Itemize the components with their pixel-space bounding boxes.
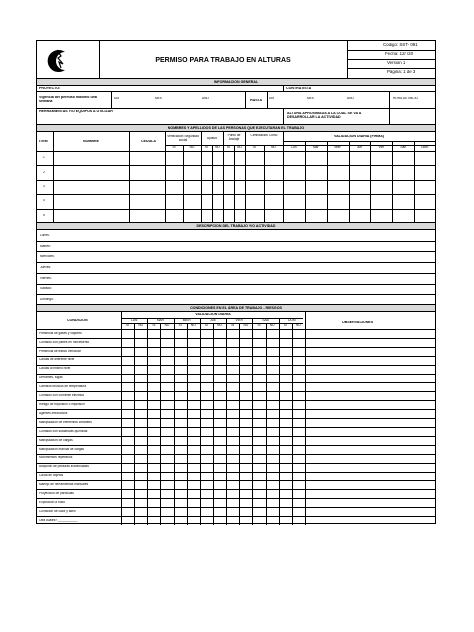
person-row — [37, 209, 435, 223]
vigencia-row — [37, 92, 435, 109]
condicion-row — [37, 427, 435, 436]
condicion-row — [37, 400, 435, 409]
descripcion-day-label: Lunes: — [40, 233, 50, 237]
condicion-label: Manipulación de elementos cortantes — [39, 420, 92, 424]
si-header: SI — [172, 146, 176, 149]
condicion-row — [37, 356, 435, 365]
descripcion-day-label: Jueves: — [40, 265, 51, 269]
condicion-label: Caídas al mismo nivel — [39, 367, 71, 371]
vigencia-label: Vigencia del permiso máximo una semana — [39, 96, 97, 103]
general-title-text: INFORMACION GENERAL — [213, 79, 259, 84]
descripcion-section-title — [37, 223, 435, 230]
day-header: Mar — [313, 146, 319, 149]
condicion-label: Movimientos repetitivos — [39, 456, 73, 460]
si-header: SI — [204, 146, 208, 149]
day-header: Dom. — [421, 146, 429, 149]
general-section-title — [37, 79, 435, 86]
condicion-label: Derrames, fugas — [39, 376, 63, 380]
condicion-row — [37, 445, 435, 454]
condicion-row — [37, 374, 435, 383]
condicion-label: Riesgo de explosión o implosión — [39, 403, 85, 407]
personas-section-title — [37, 125, 435, 132]
ano-end-label: AÑO — [347, 97, 354, 100]
col-validacion: VALIDACION DIARIA (FIRMA) — [333, 135, 385, 138]
condicion-label: Manipulación manual de cargas — [39, 447, 85, 451]
descripcion-day-label: Miércoles: — [40, 255, 55, 259]
col-cedula: CEDULA — [141, 140, 156, 143]
version-label: Versión 1 — [387, 61, 406, 65]
col-punto: Punto de Anclaje — [227, 134, 241, 141]
condicion-label: Manejo de herramientas manuales — [39, 483, 89, 487]
cond-si-header: SI — [257, 324, 261, 327]
company-logo — [45, 46, 71, 74]
cond-si-header: SI — [126, 324, 130, 327]
condicion-row — [37, 382, 435, 391]
person-row — [37, 194, 435, 208]
condicion-row — [37, 436, 435, 445]
herramientas-row — [37, 109, 435, 125]
condicion-row — [37, 418, 435, 427]
condicion-label: Presencia de tráfico vehicular — [39, 349, 81, 353]
condicion-row — [37, 472, 435, 481]
cond-day-header: MAR — [156, 318, 164, 322]
condicion-row — [37, 391, 435, 400]
condicion-label: Adopción de posturas inadecuadas — [39, 465, 89, 469]
mes-end-label: MES — [307, 97, 314, 100]
condicion-label: Contacto con corriente eléctrica — [39, 394, 84, 398]
condiciones-table — [37, 312, 435, 525]
condicion-label: Otra cuáles? ___________ — [39, 518, 78, 522]
condicion-row — [37, 365, 435, 374]
condicion-row — [37, 507, 435, 516]
descripcion-day-label: Martes: — [40, 244, 51, 248]
descripcion-row — [37, 294, 435, 305]
mes-start-label: MES — [155, 97, 162, 100]
cond-day-header: DOM — [288, 318, 296, 322]
form-title: PERMISO PARA TRABAJO EN ALTURAS — [155, 57, 291, 64]
day-header: Lun — [291, 146, 297, 149]
no-header: NO — [189, 146, 195, 149]
condicion-row — [37, 516, 435, 525]
condicion-label: Cambios bruscos de temperatura — [39, 385, 87, 389]
condicion-label: Agentes infecciosos — [39, 411, 68, 415]
cond-validacion: VALIDACION DIARIA — [195, 313, 231, 316]
descripcion-row — [37, 262, 435, 273]
cond-no-header: NO — [217, 324, 222, 327]
descripcion-row — [37, 251, 435, 262]
condiciones-title-text: CONDICIONES EN EL ÁREA DE TRABAJO - RIESGOS — [190, 305, 282, 310]
dia-end-label: DIA — [269, 97, 275, 100]
descripcion-day-label: Sábado: — [40, 287, 52, 291]
day-header: Mier — [334, 146, 341, 149]
condicion-label: Contacto con sustancias químicas — [39, 429, 88, 433]
cond-day-header: MIER — [182, 318, 191, 322]
cond-day-header: LUN — [130, 318, 138, 322]
col-nombre: NOMBRE — [83, 140, 99, 143]
proyecto-label: PROYECTO: — [39, 87, 61, 90]
pagina-label: Página: 1 de 3 — [387, 70, 416, 74]
condicion-label: Proyección de partículas — [39, 492, 74, 496]
col-observaciones: OBSERVACIONES — [342, 321, 374, 324]
descripcion-row — [37, 230, 435, 241]
condicion-row — [37, 480, 435, 489]
person-item-number: 4 — [43, 199, 45, 203]
person-item-number: 5 — [43, 213, 45, 217]
contratista-label: CONTRATISTA — [286, 87, 312, 90]
condicion-row — [37, 409, 435, 418]
cond-no-header: NO — [269, 324, 275, 327]
condicion-row — [37, 489, 435, 498]
descripcion-day-label: Viernes: — [40, 276, 52, 280]
condicion-label: Caídas de diferente nivel — [39, 358, 75, 362]
col-condicion: CONDICION — [67, 319, 88, 322]
condicion-label: Contacto con partes en movimiento — [39, 340, 90, 344]
condicion-label: Exposición a ruido — [39, 501, 66, 505]
permit-form — [36, 40, 436, 524]
condiciones-section-title — [37, 305, 435, 312]
no-header: NO — [215, 146, 220, 149]
fecha-label: Fecha: 12/ /20 — [385, 52, 414, 56]
si-header: SI — [252, 146, 256, 149]
person-item-number: 1 — [43, 156, 45, 160]
person-item-number: 3 — [43, 184, 45, 188]
hora-inicio-label: HORA DE INICIO — [393, 97, 418, 100]
cond-no-header: NO — [164, 324, 170, 327]
person-row — [37, 165, 435, 179]
cond-day-header: JUE — [209, 318, 216, 322]
day-header: Sab — [400, 146, 407, 149]
cond-day-header: VIER — [235, 318, 243, 322]
person-row — [37, 151, 435, 165]
no-header: NO — [237, 146, 242, 149]
herramientas-label: HERRAMIENTAS Y/O EQUIPOS A UTILIZAR — [39, 110, 113, 113]
ano-start-label: AÑO — [202, 97, 209, 100]
descripcion-title-text: DESCRIPCION DEL TRABAJO Y/O ACTIVIDAD — [196, 223, 276, 228]
cond-si-header: SI — [204, 324, 208, 327]
person-item-number: 2 — [43, 170, 45, 174]
descripcion-table — [37, 230, 435, 305]
condicion-label: Manipulación de cargas — [39, 438, 73, 442]
condicion-row — [37, 498, 435, 507]
form-header — [37, 41, 435, 79]
condicion-label: Caída de objetos — [39, 474, 64, 478]
cond-no-header: NO — [243, 324, 249, 327]
person-row — [37, 180, 435, 194]
cond-si-header: SI — [152, 324, 156, 327]
col-aptitud: Aptitud — [207, 137, 217, 140]
descripcion-day-label: Domingo: — [40, 298, 54, 302]
condicion-label: Condición de calor y aseo — [39, 509, 76, 513]
condicion-row — [37, 329, 435, 338]
personas-table — [37, 132, 435, 223]
col-item: ITEM — [39, 140, 48, 143]
condicion-row — [37, 454, 435, 463]
hasta-label: HASTA — [250, 99, 263, 102]
codigo-label: Código: SST- 091 — [383, 43, 418, 47]
descripcion-row — [37, 273, 435, 284]
condicion-label: Presencia de gases y vapores — [39, 331, 82, 335]
cond-si-header: SI — [178, 324, 182, 327]
col-verif: Verificacion Seguridad social — [167, 135, 199, 142]
descripcion-row — [37, 241, 435, 252]
si-header: SI — [226, 146, 230, 149]
dia-start-label: DIA — [114, 97, 120, 100]
condicion-row — [37, 338, 435, 347]
condicion-row — [37, 463, 435, 472]
cond-no-header: NO — [296, 324, 301, 327]
descripcion-row — [37, 284, 435, 295]
cond-no-header: NO — [138, 324, 144, 327]
day-header: Vier — [378, 146, 385, 149]
no-header: NO — [271, 146, 276, 149]
cond-no-header: NO — [190, 324, 196, 327]
cond-day-header: SAB — [262, 318, 269, 322]
personas-title-text: NOMBRES Y APELLIDOS DE LAS PERSONAS QUE EJECUTARAN EL TRABAJO — [167, 125, 305, 130]
altura-label: ALTURA APROXIMADA A LA CUAL SE VA A DESARROLLAR LA ACTIVIDAD — [287, 112, 362, 119]
cond-si-header: SI — [231, 324, 235, 327]
day-header: Jue — [356, 146, 363, 149]
col-cert: Certificacion Curso — [250, 134, 278, 137]
condicion-row — [37, 347, 435, 356]
cond-si-header: SI — [283, 324, 287, 327]
